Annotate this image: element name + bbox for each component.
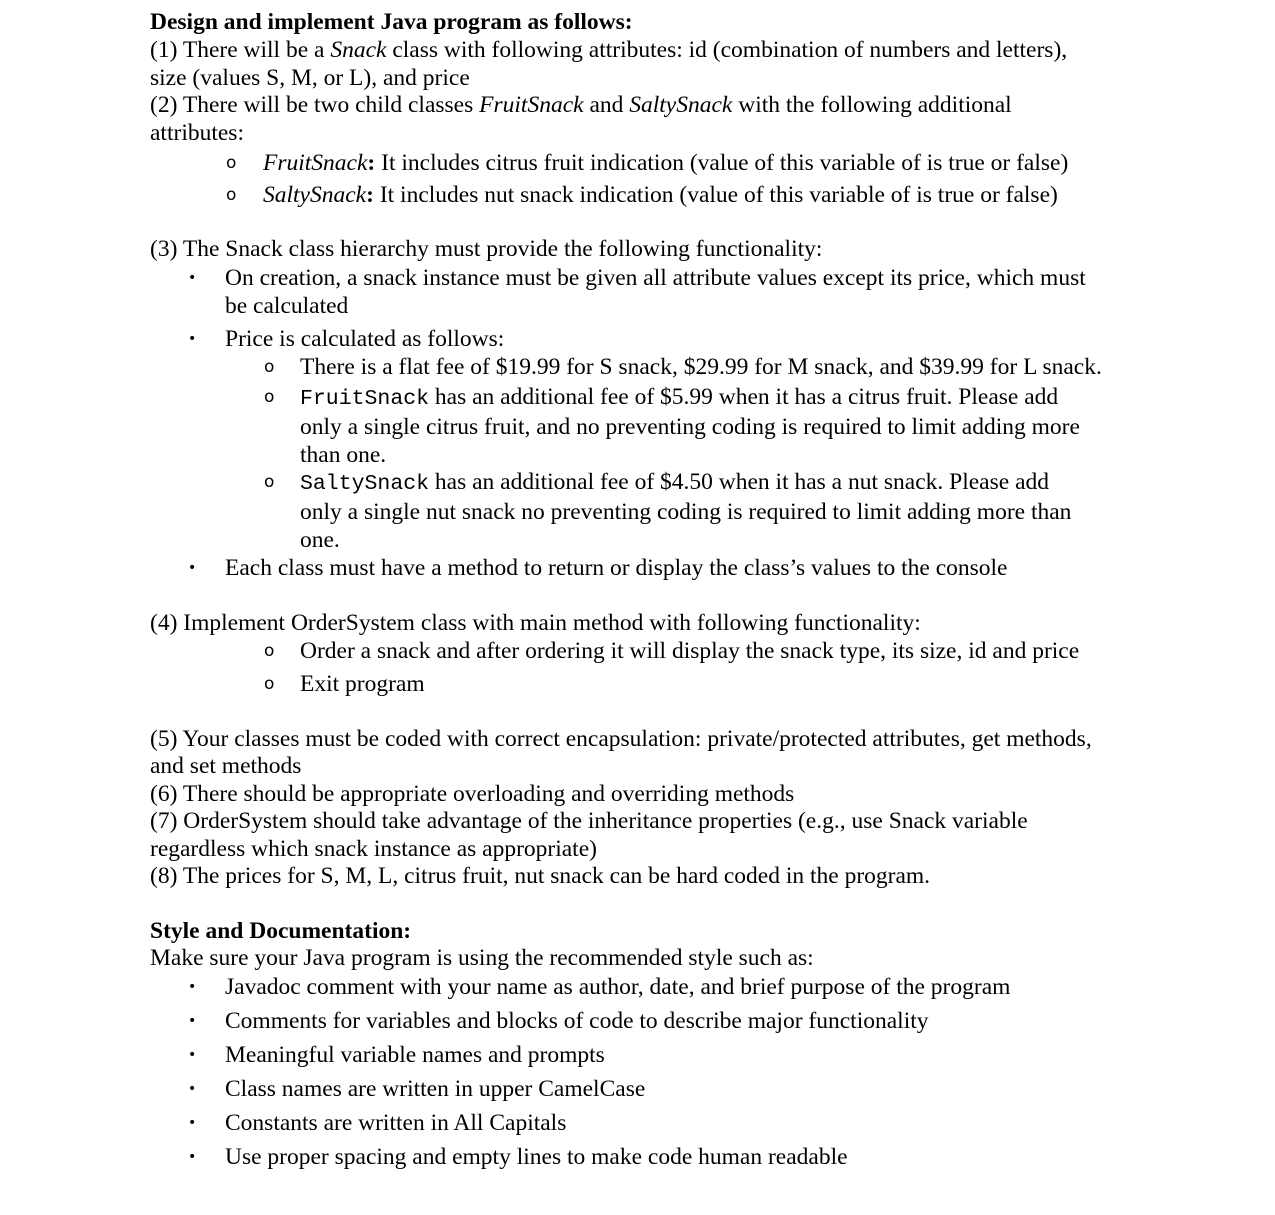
bullet-icon: •	[188, 1115, 197, 1131]
style-item: • Constants are written in All Capitals	[188, 1110, 567, 1136]
order-item-order-snack: o Order a snack and after ordering it will display the snack type, its size, id and price	[264, 637, 1080, 664]
req-8: (8) The prices for S, M, L, citrus fruit, nut snack can be hard coded in the program.	[150, 863, 931, 889]
bullet-display-values: • Each class must have a method to return or display the class’s values to the console	[188, 555, 1008, 581]
style-item: • Meaningful variable names and prompts	[188, 1042, 605, 1068]
price-item-fruitsnack: o FruitSnack has an additional fee of $5.99 when it has a citrus fruit. Please add only a single citrus fruit, and no preventing coding is required to limit adding more than one.	[264, 384, 1080, 468]
document-body	[150, 9, 1130, 1178]
price-item-flat-fee: o There is a flat fee of $19.99 for S snack, $29.99 for M snack, and $39.99 for L snack.	[264, 354, 1102, 380]
document-title: Design and implement Java program as follows:	[150, 9, 633, 35]
bullet-icon: •	[188, 1013, 197, 1029]
sub-item-fruitsnack: o FruitSnack: It includes citrus fruit indication (value of this variable of is true or false)	[226, 150, 1069, 176]
req-1-line-1: (1) There will be a Snack class with following attributes: id (combination of numbers and letters),	[150, 37, 1068, 63]
style-intro: Make sure your Java program is using the recommended style such as:	[150, 945, 814, 971]
bullet-icon: •	[188, 270, 197, 286]
bullet-icon: •	[188, 1149, 197, 1165]
style-item: • Use proper spacing and empty lines to make code human readable	[188, 1144, 848, 1170]
req-3-heading: (3) The Snack class hierarchy must provide the following functionality:	[150, 236, 823, 262]
style-item: • Class names are written in upper CamelCase	[188, 1076, 646, 1102]
style-item: • Comments for variables and blocks of code to describe major functionality	[188, 1008, 929, 1034]
bullet-icon: •	[188, 331, 197, 347]
req-1-line-2: size (values S, M, or L), and price	[150, 64, 470, 91]
req-2-line-1: (2) There will be two child classes FruitSnack and SaltySnack with the following additional	[150, 92, 1012, 118]
req-4-heading: (4) Implement OrderSystem class with main method with following functionality:	[150, 610, 921, 636]
style-item: • Javadoc comment with your name as author, date, and brief purpose of the program	[188, 974, 1011, 1000]
bullet-icon: •	[188, 979, 197, 995]
req-7-line-1: (7) OrderSystem should take advantage of the inheritance properties (e.g., use Snack variable	[150, 808, 1028, 834]
circle-bullet-icon: o	[264, 387, 275, 407]
circle-bullet-icon: o	[226, 153, 237, 173]
bullet-icon: •	[188, 560, 197, 576]
req-7-line-2: regardless which snack instance as appropriate)	[150, 835, 597, 862]
bullet-icon: •	[188, 1047, 197, 1063]
req-2-line-2: attributes:	[150, 119, 244, 146]
circle-bullet-icon: o	[264, 673, 275, 694]
sub-item-saltysnack: o SaltySnack: It includes nut snack indication (value of this variable of is true or false)	[226, 182, 1058, 208]
bullet-on-creation: • On creation, a snack instance must be given all attribute values except its price, which must be calculated	[188, 265, 1086, 319]
bullet-icon: •	[188, 1081, 197, 1097]
circle-bullet-icon: o	[264, 640, 275, 661]
bullet-price-calc: • Price is calculated as follows:	[188, 326, 505, 352]
style-heading: Style and Documentation:	[150, 917, 412, 944]
price-item-saltysnack: o SaltySnack has an additional fee of $4.50 when it has a nut snack. Please add only a single nut snack no preventing coding is required to limit adding more than one.	[264, 469, 1072, 553]
req-5-line-1: (5) Your classes must be coded with correct encapsulation: private/protected attributes, get methods,	[150, 725, 1092, 752]
order-item-exit: o Exit program	[264, 670, 425, 697]
circle-bullet-icon: o	[226, 185, 237, 205]
req-6: (6) There should be appropriate overloading and overriding methods	[150, 780, 795, 807]
circle-bullet-icon: o	[264, 472, 275, 492]
circle-bullet-icon: o	[264, 357, 275, 377]
req-5-line-2: and set methods	[150, 753, 302, 779]
